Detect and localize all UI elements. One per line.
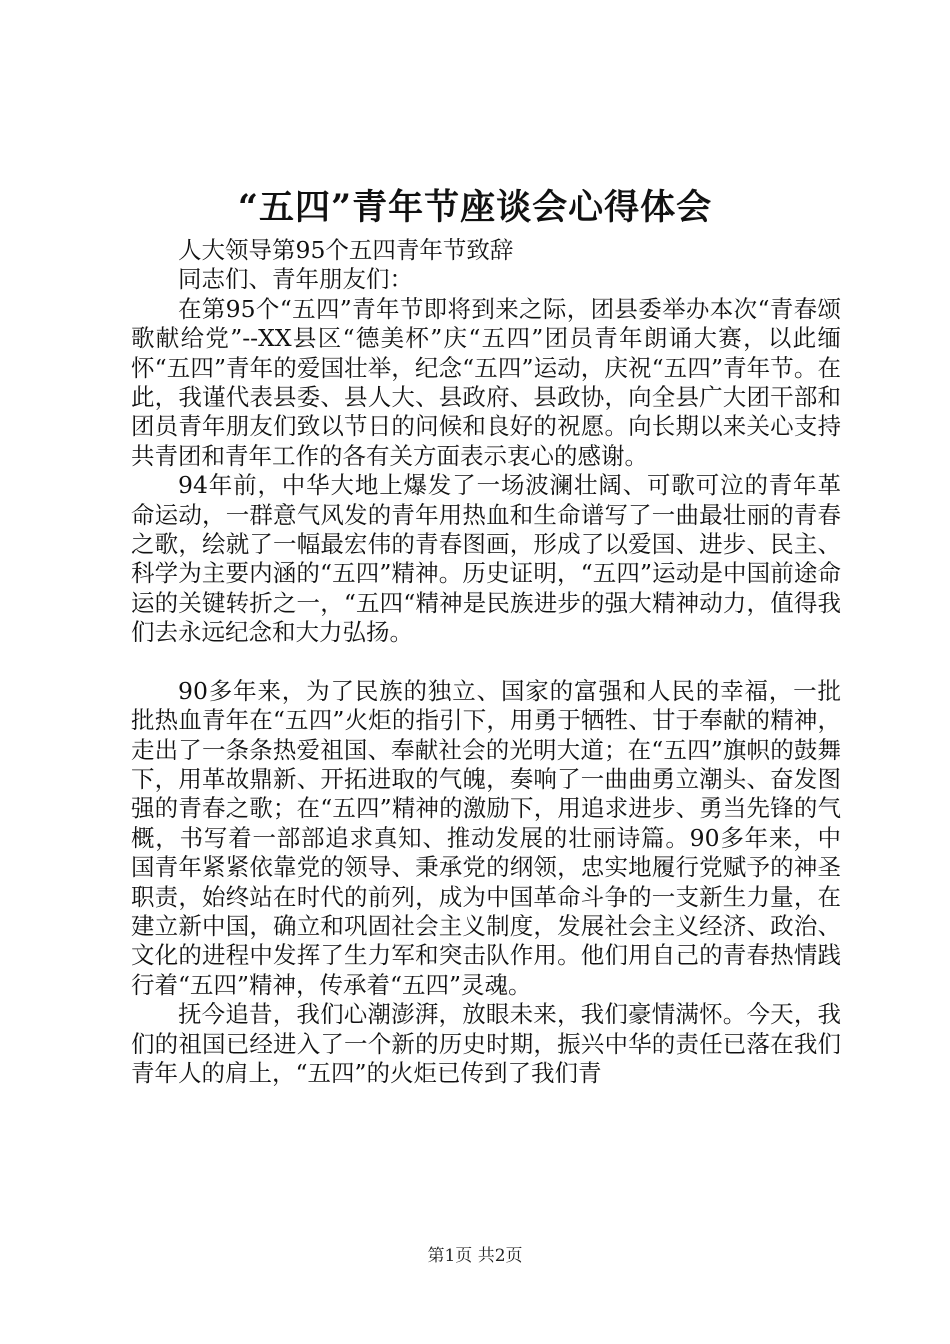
paragraph-salutation: 同志们、青年朋友们： <box>178 265 413 294</box>
paragraph: 90多年来，为了民族的独立、国家的富强和人民的幸福，一批批热血青年在“五四”火炬的指引下，用勇于牺牲、甘于奉献的精神，走出了一条条热爱祖国、奉献社会的光明大道；在“五四”旗帜的鼓舞下，用革故鼎新、开拓进取的气魄，奏响了一曲曲勇立潮头、奋发图强的青春之歌；在“五四”精神的激励下，用追求进步、勇当先锋的气概，书写着一部部追求真知、推动发展的壮丽诗篇。90多年来，中国青年紧紧依靠党的领导、秉承党的纲领，忠实地履行党赋予的神圣职责，始终站在时代的前列，成为中国革命斗争的一支新生力量，在建立新中国，确立和巩固社会主义制度，发展社会主义经济、政治、文化的进程中发挥了生力军和突击队作用。他们用自己的青春热情践行着“五四”精神，传承着“五四”灵魂。 <box>131 676 841 999</box>
paragraph: 抚今追昔，我们心潮澎湃，放眼未来，我们豪情满怀。今天，我们的祖国已经进入了一个新的历史时期，振兴中华的责任已落在我们青年人的肩上，“五四”的火炬已传到了我们青 <box>131 1000 841 1087</box>
document-title: “五四”青年节座谈会心得体会 <box>237 187 713 228</box>
document-body <box>131 236 841 1088</box>
paragraph-subtitle: 人大领导第95个五四青年节致辞 <box>178 236 514 264</box>
paragraph: 在第95个“五四”青年节即将到来之际，团县委举办本次“青春颂歌献给党”--XX县区“德美杯”庆“五四”团员青年朗诵大赛，以此缅怀“五四”青年的爱国壮举，纪念“五四”运动，庆祝“五四”青年节。在此，我谨代表县委、县人大、县政府、县政协，向全县广大团干部和团员青年朋友们致以节日的问候和良好的祝愿。向长期以来关心支持共青团和青年工作的各有关方面表示衷心的感谢。 <box>131 294 841 470</box>
page-number-footer: 第1页 共2页 <box>427 1246 523 1266</box>
paragraph: 94年前，中华大地上爆发了一场波澜壮阔、可歌可泣的青年革命运动，一群意气风发的青年用热血和生命谱写了一曲最壮丽的青春之歌，绘就了一幅最宏伟的青春图画，形成了以爱国、进步、民主、科学为主要内涵的“五四”精神。历史证明，“五四”运动是中国前途命运的关键转折之一，“五四“精神是民族进步的强大精神动力，值得我们去永远纪念和大力弘扬。 <box>131 471 841 647</box>
